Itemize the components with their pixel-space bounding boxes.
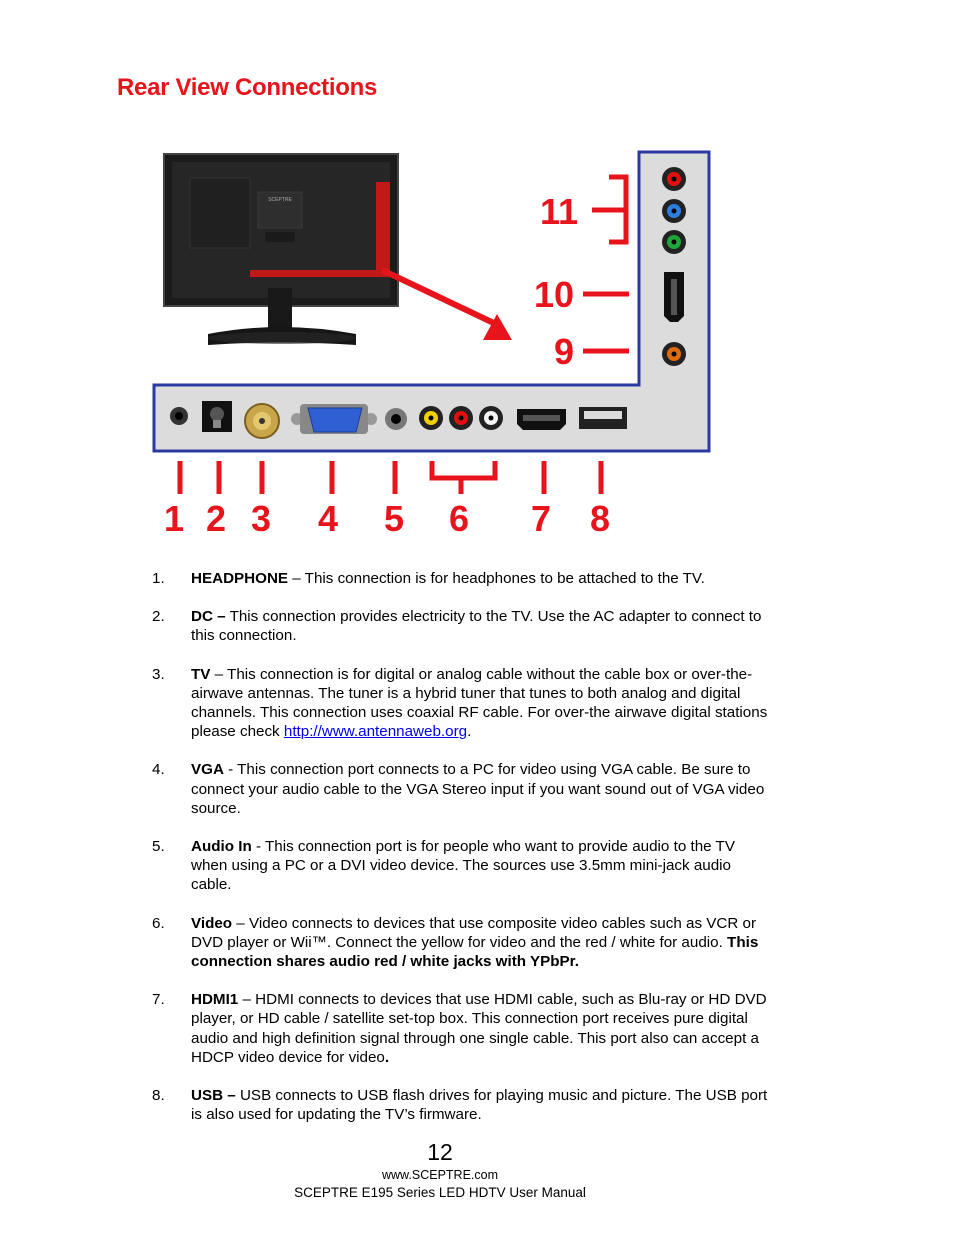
usb-port — [579, 407, 627, 429]
rear-connections-diagram — [150, 148, 720, 538]
list-item: 5. Audio In - This connection port is for people who want to provide audio to the TV when using a PC or a DVI video device. The sources use 3.5mm mini-jack audio cable. — [152, 838, 735, 894]
hdmi-port — [517, 409, 566, 430]
composite-jacks — [419, 406, 503, 430]
list-item: 6. Video – Video connects to devices that use composite video cables such as VCR or DVD player or Wii™. Connect the yellow for video and the red / white for audio. This connection shares audio red / white jacks with YPbPr. — [152, 914, 759, 971]
callout-1: 1 — [164, 498, 185, 538]
callout-6: 6 — [449, 498, 470, 538]
side-hdmi-port — [664, 272, 684, 322]
list-item: 3. TV – This connection is for digital or analog cable without the cable box or over-the-airwave antennas. The tuner is a hybrid tuner that tunes to both analog and digital channels. This connection uses coaxial RF cable. For over-the airwave digital stations please check http://www.antennaweb.org. — [152, 665, 768, 741]
coax-connector — [245, 404, 279, 438]
footer-manual-title: SCEPTRE E195 Series LED HDTV User Manual — [294, 1185, 586, 1200]
ypbpr-jacks — [662, 167, 686, 254]
antennaweb-link[interactable]: http://www.antennaweb.org — [283, 723, 468, 741]
spdif-jack — [662, 342, 686, 366]
tv-brand-badge: SCEPTRE — [268, 197, 292, 203]
vga-port — [291, 404, 377, 434]
callout-2: 2 — [206, 498, 227, 538]
list-item: 1. HEADPHONE – This connection is for headphones to be attached to the TV. — [152, 570, 705, 587]
callout-3: 3 — [251, 498, 272, 538]
audio-in-jack — [385, 408, 407, 430]
callout-10: 10 — [534, 274, 575, 315]
callout-8: 8 — [590, 498, 611, 538]
list-item: 8. USB – USB connects to USB flash drives for playing music and picture. The USB port is also used for updating the TV’s firmware. — [152, 1087, 768, 1124]
callout-7: 7 — [531, 498, 552, 538]
footer-website: www.SCEPTRE.com — [382, 1168, 498, 1182]
list-item: 4. VGA - This connection port connects to a PC for video using VGA cable. Be sure to connect your audio cable to the VGA Stereo input if you want sound out of VGA video source. — [152, 761, 765, 817]
connection-list — [152, 569, 772, 1143]
list-item: 2. DC – This connection provides electricity to the TV. Use the AC adapter to connect to this connection. — [152, 608, 762, 645]
page-title: Rear View Connections — [117, 74, 377, 101]
callout-9: 9 — [554, 331, 575, 372]
tv-rear-photo — [164, 154, 398, 345]
callout-5: 5 — [384, 498, 405, 538]
zoom-arrow — [382, 270, 500, 326]
list-item: 7. HDMI1 – HDMI connects to devices that use HDMI cable, such as Blu-ray or HD DVD player, or HD cable / satellite set-top box. This connection port receives pure digital audio and high definition signal through one single cable. This port also can accept a HDCP video device for video. — [152, 991, 767, 1066]
side-callout-lines — [583, 177, 629, 351]
callout-4: 4 — [318, 498, 339, 538]
dc-jack — [202, 401, 232, 432]
headphone-jack — [170, 407, 188, 425]
page-number: 12 — [427, 1139, 453, 1165]
callout-11: 11 — [540, 191, 579, 232]
bottom-callout-lines — [180, 461, 601, 494]
